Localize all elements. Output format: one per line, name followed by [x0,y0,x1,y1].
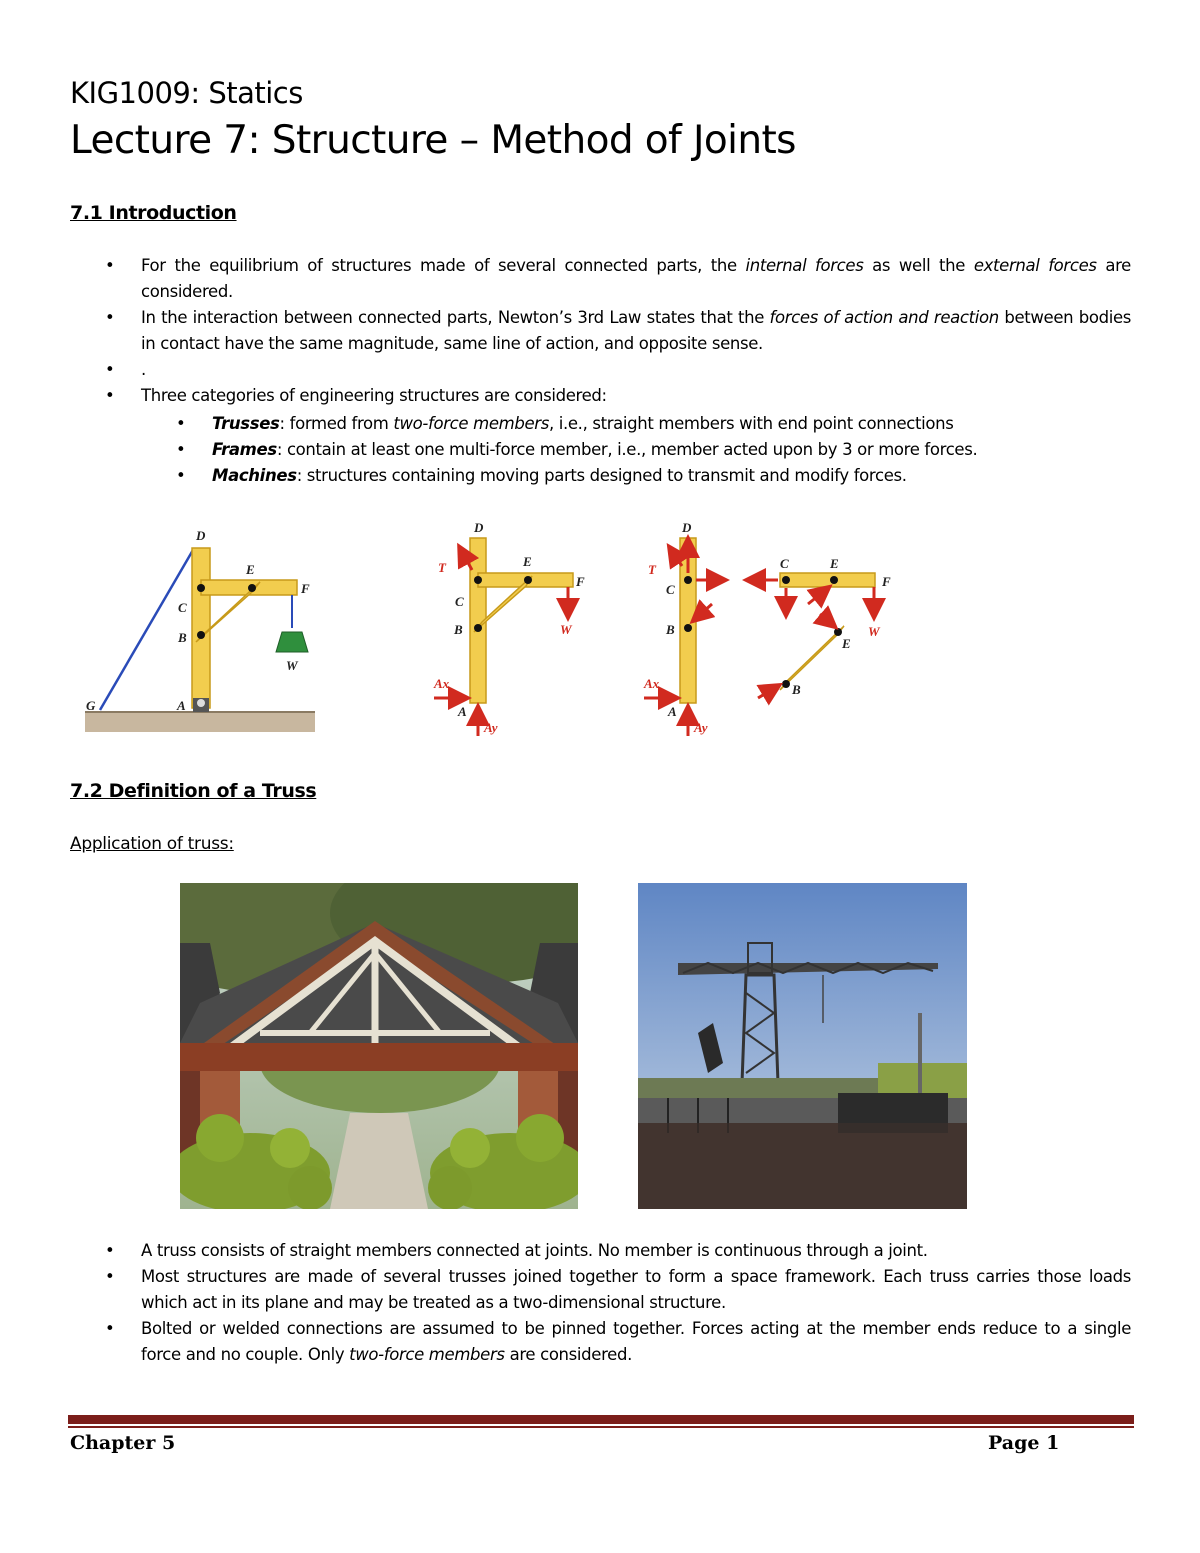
structure-category-list [176,411,1132,489]
label-w: W [560,622,572,637]
ground [85,712,315,732]
label-t: T [648,562,656,577]
bullet-icon: • [176,440,186,459]
label-a: A [458,704,467,719]
label-b2: B [792,682,801,697]
crane-truss-photo [638,883,967,1209]
label-c: C [455,594,464,609]
label-ay: Ay [694,720,708,735]
label-c: C [666,582,675,597]
label-e: E [523,554,532,569]
application-subheading: Application of truss: [70,834,234,854]
label-ax: Ax [434,676,450,691]
label-a: A [668,704,677,719]
bullet-icon: • [105,1241,115,1260]
list-item: • . [141,357,1131,383]
bullet-icon: • [105,1267,115,1286]
pavilion-truss-photo [180,883,578,1209]
bullet-icon: • [176,414,186,433]
label-d: D [682,520,692,535]
label-g: G [86,698,96,713]
label-w: W [286,658,298,673]
bullet-icon: • [105,386,115,405]
list-item: • Three categories of engineering structures are considered: [141,383,1131,409]
list-item: • Frames: contain at least one multi-force member, i.e., member acted upon by 3 or more forces. [212,437,1132,463]
list-item: • A truss consists of straight members connected at joints. No member is continuous through a joint. [141,1238,1131,1264]
list-item: • Most structures are made of several trusses joined together to form a space framework. Each truss carries those loads which act in its plane and may be treated as a two-dimensional structure. [141,1264,1131,1316]
section-heading-truss: 7.2 Definition of a Truss [70,780,317,802]
footer-rule-thin [68,1426,1134,1428]
bullet-icon: • [105,1319,115,1338]
footer-page-number: Page 1 [988,1432,1060,1454]
truss-bullet-list [105,1238,1131,1368]
label-f: F [301,581,310,596]
list-item: • In the interaction between connected parts, Newton’s 3rd Law states that the forces of action and reaction between bodies in contact have the same magnitude, same line of action, and opposite sense. [141,305,1131,357]
footer-rule [68,1415,1134,1424]
course-code: KIG1009: Statics [70,76,303,110]
page-title: Lecture 7: Structure – Method of Joints [70,118,796,163]
label-e2: E [842,636,851,651]
label-b: B [178,630,187,645]
footer-chapter: Chapter 5 [70,1432,176,1454]
label-e: E [246,562,255,577]
bullet-icon: • [105,256,115,275]
label-f: F [882,574,891,589]
label-ay: Ay [484,720,498,735]
label-ax: Ax [644,676,660,691]
label-w: W [868,624,880,639]
member-ad [192,548,210,708]
label-d: D [474,520,484,535]
intro-bullet-list [105,253,1132,409]
bullet-icon: • [105,360,115,379]
label-a: A [177,698,186,713]
section-heading-introduction: 7.1 Introduction [70,202,237,224]
list-item: • Trusses: formed from two-force members, i.e., straight members with end point connections [212,411,1132,437]
label-b: B [454,622,463,637]
label-c: C [178,600,187,615]
bullet-icon: • [105,308,115,327]
frame-diagram [80,520,320,745]
fbd-whole-frame [430,518,600,743]
fbd-members [640,518,900,743]
label-c2: C [780,556,789,571]
label-d: D [196,528,206,543]
list-item: • Machines: structures containing moving parts designed to transmit and modify forces. [212,463,1132,489]
label-f: F [576,574,585,589]
label-t: T [438,560,446,575]
bullet-icon: • [176,466,186,485]
weight-w [276,632,308,652]
label-b: B [666,622,675,637]
list-item: • For the equilibrium of structures made of several connected parts, the internal forces as well the external forces are considered. [141,253,1131,305]
label-e: E [830,556,839,571]
list-item: • Bolted or welded connections are assumed to be pinned together. Forces acting at the member ends reduce to a single force and no couple. Only two-force members are considered. [141,1316,1131,1368]
